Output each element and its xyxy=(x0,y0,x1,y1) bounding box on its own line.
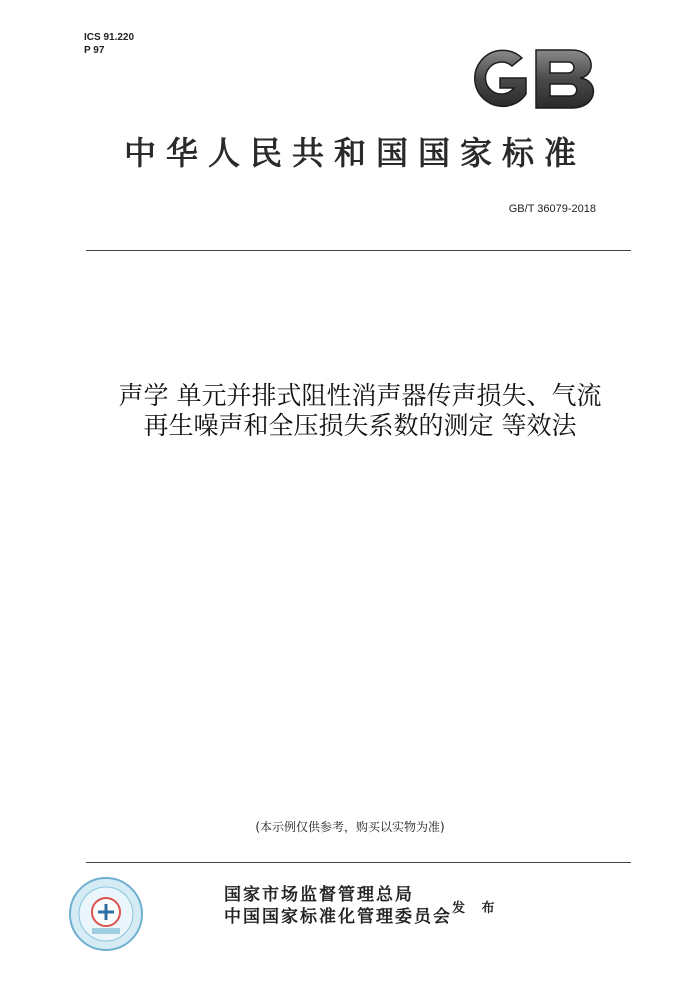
standard-number: GB/T 36079-2018 xyxy=(508,203,596,215)
ics-code: ICS 91.220 xyxy=(84,32,135,43)
footer-divider xyxy=(86,862,631,863)
publish-label: 发 布 xyxy=(452,901,501,916)
ccs-code: P 97 xyxy=(84,45,105,56)
publisher-names xyxy=(224,884,452,928)
gb-logo-icon xyxy=(460,42,600,116)
document-title-line-2: 再生噪声和全压损失系数的测定 等效法 xyxy=(143,411,577,440)
publisher-line-1: 国家市场监督管理总局 xyxy=(224,885,414,905)
standards-seal-icon xyxy=(68,876,144,952)
document-title-line-1: 声学 单元并排式阻性消声器传声损失、气流 xyxy=(118,381,602,410)
header-divider xyxy=(86,250,631,251)
classification-codes xyxy=(84,31,134,57)
national-standard-title: 中华人民共和国国家标准 xyxy=(123,134,586,172)
sample-note: (本示例仅供参考，购买以实物为准) xyxy=(255,820,445,834)
publisher-line-2: 中国国家标准化管理委员会 xyxy=(224,907,452,927)
